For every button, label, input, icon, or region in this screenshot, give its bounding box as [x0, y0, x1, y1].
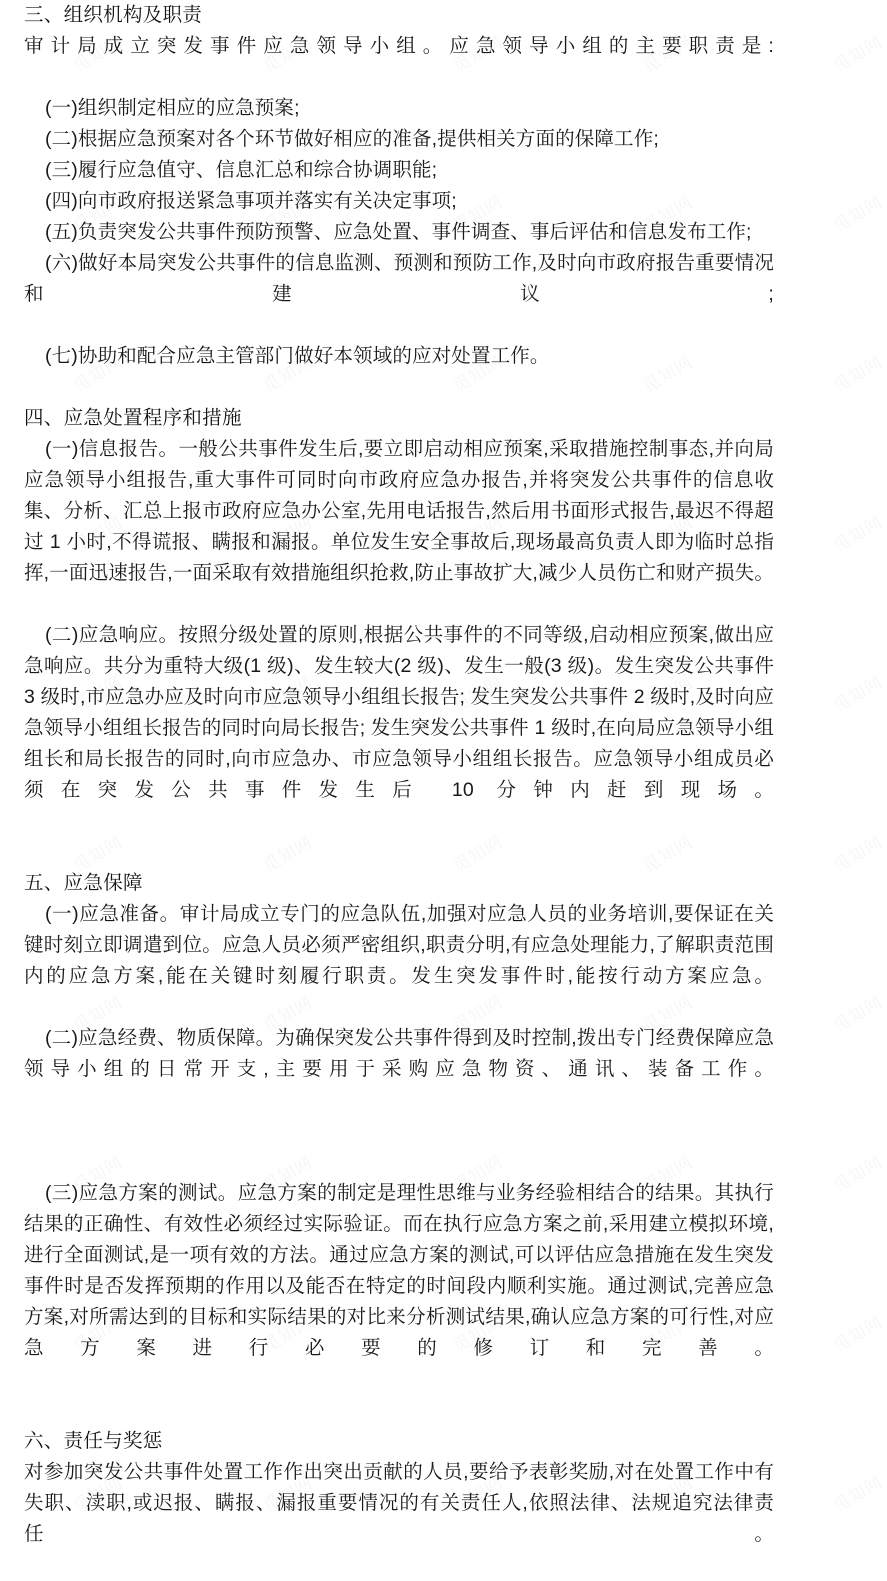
- list-item: (一)组织制定相应的应急预案;: [45, 97, 300, 119]
- watermark-text: [827, 668, 886, 717]
- section-spacer: [24, 1395, 774, 1426]
- section-heading: 四、应急处置程序和措施: [24, 407, 242, 429]
- watermark-text: [827, 988, 886, 1037]
- watermark-text: [827, 1148, 886, 1197]
- watermark-text: [827, 188, 886, 237]
- section-emergency-support: [24, 868, 774, 1395]
- list-item: (二)应急响应。按照分级处置的原则,根据公共事件的不同等级,启动相应预案,做出应急响应。共分为重特大级(1 级)、发生较大(2 级)、发生一般(3 级)。发生突发公共事件 3 级时,市应急办应及时向市应急领导小组组长报告; 发生突发公共事件 2 级时,及时向应急领导小组组长报告的同时向局长报告; 发生突发公共事件 1 级时,在向局应急领导小组组长和局长报告的同时,向市应急办、市应急领导小组组长报告。应急领导小组成员必须在突发公共事件发生后 10 分钟内赶到现场。: [24, 624, 774, 801]
- section-heading: 三、组织机构及职责: [24, 4, 203, 26]
- list-item: (四)向市政府报送紧急事项并落实有关决定事项;: [45, 190, 457, 212]
- watermark-text: [827, 828, 886, 877]
- list-item: (七)协助和配合应急主管部门做好本领域的应对处置工作。: [45, 345, 550, 367]
- section-spacer: [24, 372, 774, 403]
- list-item: (二)根据应急预案对各个环节做好相应的准备,提供相关方面的保障工作;: [45, 128, 659, 150]
- paragraph-spacer: [24, 1116, 774, 1178]
- watermark-text: [827, 1308, 886, 1357]
- list-item: (二)应急经费、物质保障。为确保突发公共事件得到及时控制,拨出专门经费保障应急领导小组的日常开支,主要用于采购应急物资、通讯、装备工作。: [24, 1027, 774, 1080]
- list-item: (一)信息报告。一般公共事件发生后,要立即启动相应预案,采取措施控制事态,并向局应急领导小组报告,重大事件可同时向市政府应急办报告,并将突发公共事件的信息收集、分析、汇总上报市政府应急办公室,先用电话报告,然后用书面形式报告,最迟不得超过 1 小时,不得谎报、瞒报和漏报。单位发生安全事故后,现场最高负责人即为临时总指挥,一面迅速报告,一面采取有效措施组织抢救,防止事故扩大,减少人员伤亡和财产损失。: [24, 438, 774, 584]
- watermark-text: [827, 508, 886, 557]
- list-item: (三)应急方案的测试。应急方案的制定是理性思维与业务经验相结合的结果。其执行结果的正确性、有效性必须经过实际验证。而在执行应急方案之前,采用建立模拟环境,进行全面测试,是一项有效的方法。通过应急方案的测试,可以评估应急措施在发生突发事件时是否发挥预期的作用以及能否在特定的时间段内顺利实施。通过测试,完善应急方案,对所需达到的目标和实际结果的对比来分析测试结果,确认应急方案的可行性,对应急方案进行必要的修订和完善。: [24, 1182, 774, 1359]
- list-item: (一)应急准备。审计局成立专门的应急队伍,加强对应急人员的业务培训,要保证在关键时刻立即调遣到位。应急人员必须严密组织,职责分明,有应急处理能力,了解职责范围内的应急方案,能在关键时刻履行职责。发生突发事件时,能按行动方案应急。: [24, 903, 774, 987]
- list-item: (三)履行应急值守、信息汇总和综合协调职能;: [45, 159, 438, 181]
- section-heading: 五、应急保障: [24, 872, 143, 894]
- section-heading: 六、责任与奖惩: [24, 1430, 163, 1452]
- list-item: (五)负责突发公共事件预防预警、应急处置、事件调查、事后评估和信息发布工作;: [45, 221, 752, 243]
- watermark-text: [827, 348, 886, 397]
- watermark-text: [827, 1468, 886, 1517]
- section-spacer: [24, 837, 774, 868]
- section-organization-duties: [24, 0, 774, 372]
- paragraph: 对参加突发公共事件处置工作作出突出贡献的人员,要给予表彰奖励,对在处置工作中有失职、渎职,或迟报、瞒报、漏报重要情况的有关责任人,依照法律、法规追究法律责任。: [24, 1461, 774, 1545]
- section-responsibility-rewards: [24, 1426, 774, 1581]
- list-item: (六)做好本局突发公共事件的信息监测、预测和预防工作,及时向市政府报告重要情况和建议;: [24, 252, 774, 305]
- watermark-text: [827, 28, 886, 77]
- section-emergency-procedures: [24, 403, 774, 837]
- paragraph: 审计局成立突发事件应急领导小组。应急领导小组的主要职责是:: [24, 35, 774, 57]
